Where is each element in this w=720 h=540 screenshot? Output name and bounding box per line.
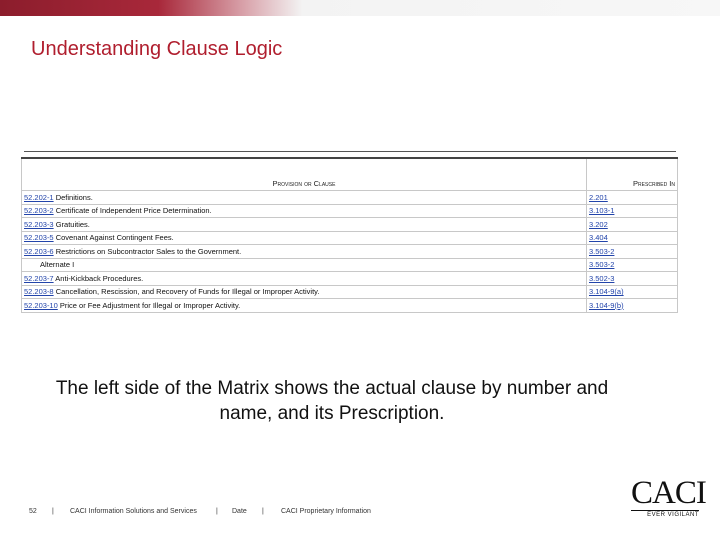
clause-cell bbox=[22, 272, 587, 286]
header-clause: Provision or Clause bbox=[22, 158, 587, 191]
logo-wordmark: CACI bbox=[631, 475, 706, 511]
clause-cell bbox=[22, 245, 587, 259]
clause-number-link[interactable]: 52.203-2 bbox=[24, 206, 54, 216]
clause-name: Anti-Kickback Procedures. bbox=[55, 273, 144, 283]
clause-cell bbox=[22, 299, 587, 313]
logo-tagline: EVER VIGILANT bbox=[631, 510, 699, 518]
clause-number-link[interactable]: 52.203-5 bbox=[24, 233, 54, 243]
matrix-row bbox=[22, 272, 678, 286]
matrix-row bbox=[22, 231, 678, 245]
clause-cell bbox=[22, 285, 587, 299]
divider bbox=[24, 151, 676, 152]
slide-caption: The left side of the Matrix shows the actual clause by number and name, and its Prescription. bbox=[55, 378, 609, 424]
footer-separator: | bbox=[52, 508, 54, 515]
clause-name: Cancellation, Rescission, and Recovery of Funds for Illegal or Improper Activity. bbox=[55, 287, 320, 297]
clause-cell bbox=[22, 231, 587, 245]
clause-cell bbox=[22, 191, 587, 205]
matrix-row bbox=[22, 285, 678, 299]
clause-name: Price or Fee Adjustment for Illegal or Improper Activity. bbox=[59, 300, 241, 310]
footer-separator: | bbox=[216, 508, 218, 515]
clause-number-link[interactable]: 52.203-6 bbox=[24, 246, 54, 256]
clause-cell bbox=[22, 204, 587, 218]
prescription-link[interactable]: 3.103-1 bbox=[587, 204, 678, 218]
clause-cell bbox=[22, 218, 587, 232]
clause-number-link[interactable]: 52.203-7 bbox=[24, 273, 54, 283]
matrix-row bbox=[22, 218, 678, 232]
prescription-link[interactable]: 3.502-3 bbox=[587, 272, 678, 286]
matrix-header-row bbox=[22, 158, 678, 191]
prescription-link[interactable]: 3.503-2 bbox=[587, 258, 678, 272]
clause-name: Definitions. bbox=[55, 192, 93, 202]
footer-separator: | bbox=[262, 508, 264, 515]
prescription-link[interactable]: 2.201 bbox=[587, 191, 678, 205]
clause-name: Certificate of Independent Price Determination. bbox=[55, 206, 212, 216]
clause-name: Restrictions on Subcontractor Sales to the Government. bbox=[55, 246, 242, 256]
prescription-link[interactable]: 3.503-2 bbox=[587, 245, 678, 259]
clause-number-link[interactable]: 52.202-1 bbox=[24, 192, 54, 202]
clause-number-link[interactable]: 52.203-10 bbox=[24, 300, 58, 310]
clause-name: Gratuities. bbox=[55, 219, 90, 229]
slide-title: Understanding Clause Logic bbox=[31, 38, 283, 60]
clause-name: Alternate I bbox=[40, 260, 75, 270]
page-number: 52 bbox=[29, 508, 37, 515]
prescription-link[interactable]: 3.202 bbox=[587, 218, 678, 232]
prescription-link[interactable]: 3.104-9(a) bbox=[587, 285, 678, 299]
header-prescribed: Prescribed In bbox=[587, 158, 678, 191]
clause-number-link[interactable]: 52.203-8 bbox=[24, 287, 54, 297]
matrix-row bbox=[22, 245, 678, 259]
clause-number-link[interactable]: 52.203-3 bbox=[24, 219, 54, 229]
clause-cell bbox=[22, 258, 587, 272]
prescription-link[interactable]: 3.404 bbox=[587, 231, 678, 245]
matrix-row bbox=[22, 258, 678, 272]
prescription-link[interactable]: 3.104-9(b) bbox=[587, 299, 678, 313]
clause-matrix bbox=[21, 157, 677, 313]
matrix-row bbox=[22, 299, 678, 313]
clause-name: Covenant Against Contingent Fees. bbox=[55, 233, 174, 243]
matrix-row bbox=[22, 204, 678, 218]
caci-logo bbox=[631, 475, 706, 518]
footer-company: CACI Information Solutions and Services bbox=[70, 508, 197, 515]
matrix-row bbox=[22, 191, 678, 205]
footer-proprietary: CACI Proprietary Information bbox=[281, 508, 371, 515]
top-banner bbox=[0, 0, 720, 16]
footer-date: Date bbox=[232, 508, 247, 515]
